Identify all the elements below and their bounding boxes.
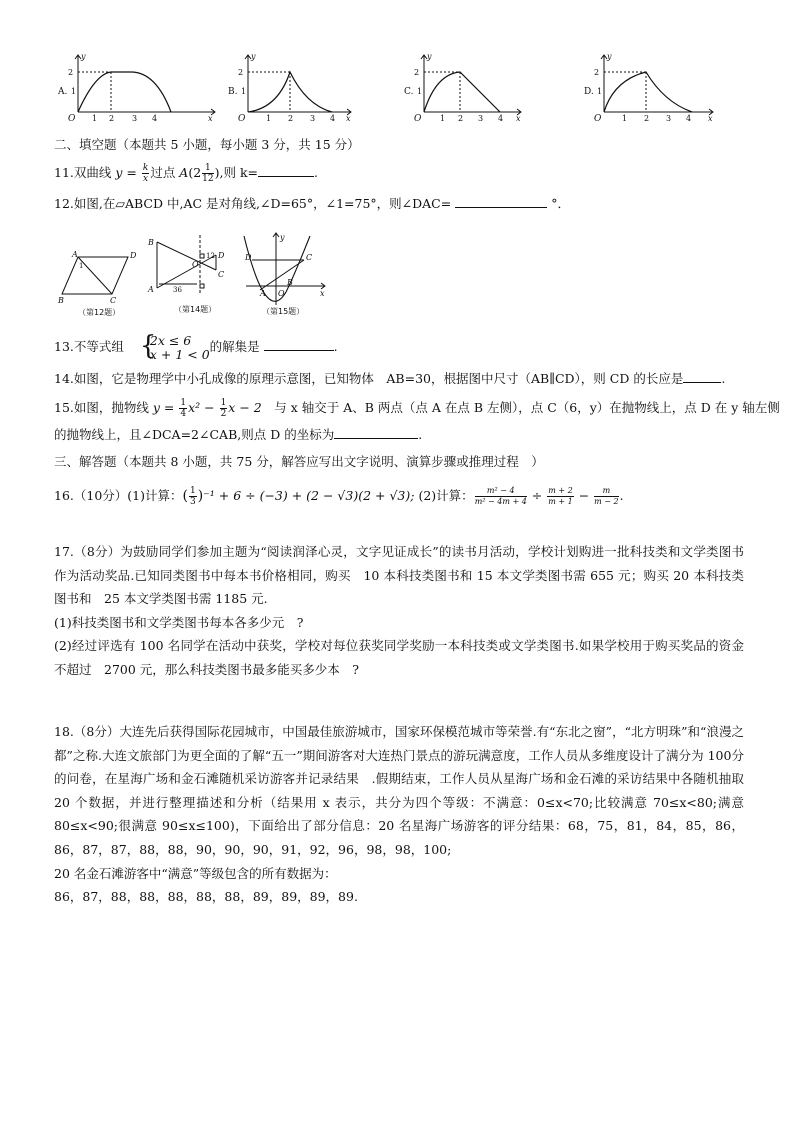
question-18: [54, 720, 744, 909]
figure-12: [56, 243, 144, 319]
svg-text:3: 3: [310, 114, 316, 122]
svg-text:12: 12: [206, 252, 215, 260]
section-3-heading: 三、解答题（本题共 8 小题，共 75 分，解答应写出文字说明、演算步骤或推理过程 ）: [54, 454, 544, 469]
svg-text:2: 2: [644, 114, 650, 122]
question-18-data-values: 86，87，88，88，88，88，88，89，89，89，89.: [54, 889, 358, 905]
svg-text:O: O: [414, 114, 422, 122]
svg-text:D: D: [218, 251, 225, 260]
svg-text:A: A: [148, 285, 154, 294]
svg-text:1: 1: [92, 114, 98, 122]
figure-caption: （第12题）: [78, 308, 121, 317]
svg-text:1: 1: [79, 262, 84, 270]
svg-text:O: O: [594, 114, 602, 122]
svg-text:2: 2: [458, 114, 464, 122]
svg-text:x: x: [708, 114, 713, 122]
svg-text:x: x: [320, 289, 325, 298]
svg-text:x: x: [208, 114, 213, 122]
graph-option-a: [58, 50, 218, 122]
svg-text:4: 4: [686, 114, 692, 122]
figure-caption: （第14题）: [174, 305, 217, 314]
svg-text:1: 1: [622, 114, 628, 122]
option-letter: C.: [404, 87, 414, 97]
figure-caption: （第15题）: [262, 307, 305, 316]
svg-text:2: 2: [238, 68, 244, 77]
answer-blank[interactable]: [264, 338, 334, 351]
graph-option-b: [228, 50, 388, 122]
svg-text:y: y: [81, 52, 86, 61]
question-12: 12.如图,在▱ABCD 中,AC 是对角线,∠D=65°，∠1=75°，则∠DAC= °．: [54, 196, 570, 211]
svg-text:B: B: [58, 296, 64, 305]
figure-14: [146, 232, 236, 319]
svg-text:A: A: [260, 289, 266, 298]
graph-option-d: [584, 50, 744, 122]
svg-text:C: C: [306, 253, 313, 262]
svg-text:2: 2: [68, 68, 74, 77]
option-letter: A.: [58, 87, 68, 97]
svg-text:2: 2: [109, 114, 115, 122]
svg-text:x: x: [516, 114, 521, 122]
svg-text:3: 3: [132, 114, 138, 122]
svg-text:36: 36: [173, 286, 182, 294]
svg-text:1: 1: [597, 87, 603, 96]
question-15: 15.如图，抛物线 y = $\frac{1}{4}$ x² − $\frac{1}{2}$ x − 2 与 x 轴交于 A、B 两点（点 A 在点 B 左侧），点 C（6，y）在抛物线上，点 D 在 y 轴左侧: [54, 398, 780, 419]
answer-blank[interactable]: [334, 426, 418, 439]
svg-text:O: O: [192, 260, 199, 269]
svg-text:2: 2: [594, 68, 600, 77]
svg-text:y: y: [607, 52, 612, 61]
svg-text:C: C: [110, 296, 117, 305]
figure-15: [240, 230, 330, 319]
svg-text:4: 4: [498, 114, 504, 122]
question-17-stem: 17.（8分）为鼓励同学们参加主题为“阅读润泽心灵，文字见证成长”的读书月活动，学校计划购进一批科技类和文学类图书作为活动奖品.已知同类图书中每本书价格相同，购买 10 本科技类图书和 15 本文学类图书需 655 元；购买 20 本科技类图书和 25 本文学类图书需 1185 元.: [54, 544, 744, 607]
svg-text:1: 1: [440, 114, 446, 122]
fraction: $\frac{k}{x}$: [142, 163, 149, 184]
svg-text:O: O: [68, 114, 76, 122]
svg-text:y: y: [251, 52, 256, 61]
question-16: 16.（10分）(1)计算：( $\frac{1}{3}$ )⁻¹ + 6 ÷ (−3) + (2 − √3)(2 + √3); (2)计算： $\frac{\text{m² − 4}}{\text{m² − 4m + 4}}$ ÷ $\frac{m + 2}{m + 1}$ − $\frac{m}{m - 2}$ .: [54, 486, 624, 507]
svg-text:4: 4: [152, 114, 158, 122]
svg-text:C: C: [218, 270, 225, 279]
question-18-stem: 18.（8分）大连先后获得国际花园城市，中国最佳旅游城市，国家环保模范城市等荣誉.有“东北之窗”，“北方明珠”和“浪漫之都”之称.大连文旅部门为更全面的了解“五一”期间游客对大连热门景点的游玩满意度，工作人员从多维度设计了满分为 100分的问卷，在星海广场和金石滩随机采访游客并记录结果 .假期结束，工作人员从星海广场和金石滩的采访结果中各随机抽取 20 个数据，并进行整理描述和分析（结果用 x 表示，共分为四个等级：不满意：0≤x<70;比较满意 70≤x<80;满意 80≤x<90;很满意 90≤x≤100)，下面给出了部分信息：20 名星海广场游客的评分结果：68，75，81，84，85，86，86，87，87，88，88，90，90，90，91，92，96，98，98，100;: [54, 724, 744, 857]
question-18-data-label: 20 名金石滩游客中“满意”等级包含的所有数据为：: [54, 865, 337, 881]
option-letter: B.: [228, 87, 238, 97]
svg-text:B: B: [287, 278, 293, 287]
svg-text:O: O: [278, 289, 285, 298]
svg-text:3: 3: [666, 114, 672, 122]
svg-text:O: O: [238, 114, 246, 122]
svg-text:2: 2: [288, 114, 294, 122]
svg-text:2: 2: [414, 68, 420, 77]
svg-text:1: 1: [417, 87, 423, 96]
svg-text:A: A: [72, 250, 78, 259]
section-2-heading: 二、填空题（本题共 5 小题，每小题 3 分，共 15 分）: [54, 137, 360, 152]
answer-blank[interactable]: [683, 370, 721, 383]
question-15-line2: 的抛物线上，且∠DCA=2∠CAB,则点 D 的坐标为 .: [54, 427, 423, 442]
graph-option-c: [404, 50, 564, 122]
question-17: [54, 540, 744, 682]
question-14: 14.如图，它是物理学中小孔成像的原理示意图，已知物体 AB=30，根据图中尺寸（AB∥CD），则 CD 的长应是 .: [54, 371, 726, 386]
svg-text:D: D: [130, 251, 137, 260]
svg-text:y: y: [427, 52, 432, 61]
question-17-part2: (2)经过评选有 100 名同学在活动中获奖，学校对每位获奖同学奖励一本科技类或文学类图书.如果学校用于购买奖品的资金不超过 2700 元，那么科技类图书最多能买多少本 ?: [54, 638, 744, 677]
svg-text:1: 1: [266, 114, 272, 122]
answer-blank[interactable]: [455, 195, 547, 208]
answer-blank[interactable]: [258, 164, 314, 177]
question-11: 11.双曲线 y = $\frac{k}{x}$ 过点 A(2 $\frac{1}{12}$ ),则 k= .: [54, 163, 318, 184]
question-17-part1: (1)科技类图书和文学类图书每本各多少元 ?: [54, 614, 304, 630]
svg-text:1: 1: [241, 87, 247, 96]
svg-text:D: D: [245, 253, 252, 262]
question-13: 13.不等式组 { 2x ≤ 6 x + 1 < 0 的解集是 .: [54, 330, 338, 362]
svg-text:4: 4: [330, 114, 336, 122]
svg-text:3: 3: [478, 114, 484, 122]
option-letter: D.: [584, 87, 594, 97]
svg-text:x: x: [346, 114, 351, 122]
svg-text:y: y: [280, 233, 285, 242]
svg-text:1: 1: [71, 87, 77, 96]
svg-text:B: B: [148, 238, 154, 247]
